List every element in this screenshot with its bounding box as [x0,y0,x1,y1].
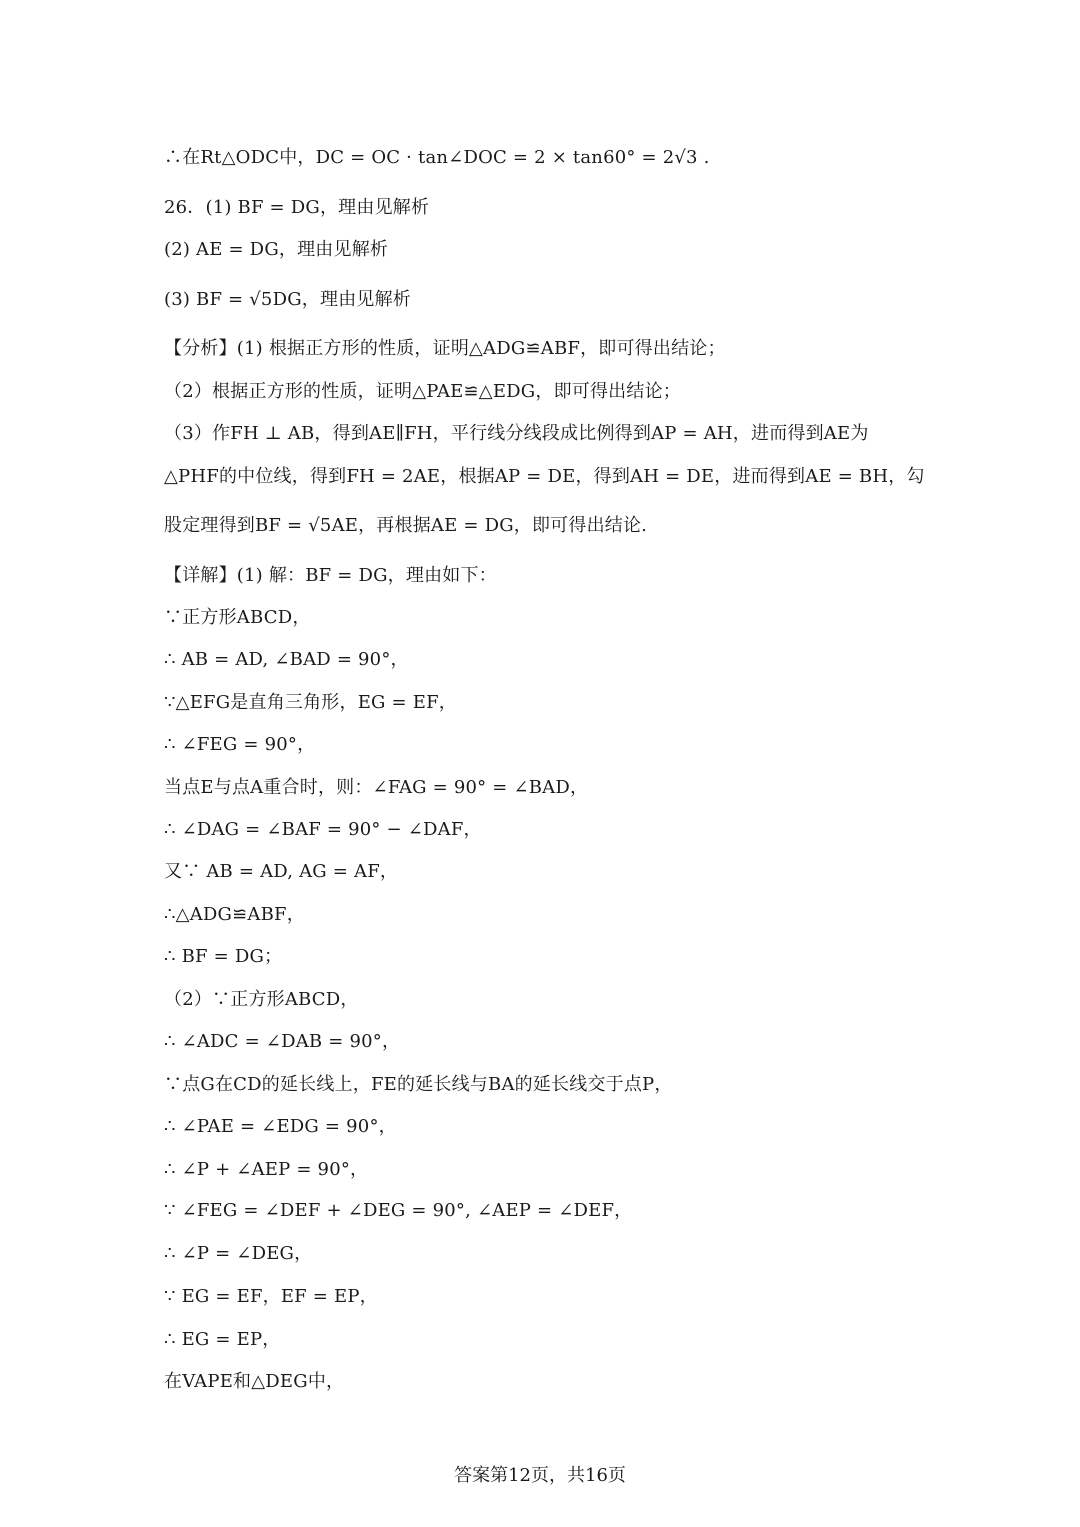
text-line: 当点E与点A重合时，则：∠FAG = 90° = ∠BAD， [164,777,589,798]
text-line: ∴ ∠PAE = ∠EDG = 90°， [164,1116,397,1137]
text-line: (2) AE = DG，理由见解析 [164,239,389,260]
text-line: ∵△EFG是直角三角形，EG = EF， [164,692,457,713]
analysis-heading: 【分析】(1) 根据正方形的性质，证明△ADG≌ABF，即可得出结论； [164,338,726,359]
text-line: ∴△ADG≌ABF， [164,904,305,925]
text-line: ∵点G在CD的延长线上，FE的延长线与BA的延长线交于点P， [164,1074,673,1095]
text-line: ∴ ∠P + ∠AEP = 90°， [164,1159,369,1180]
text-line: ∴ BF = DG； [164,946,283,967]
text-line: （3）作FH ⊥ AB，得到AE∥FH，平行线分线段成比例得到AP = AH，进而得到AE为 [164,423,869,444]
text-line: ∴ ∠FEG = 90°， [164,734,316,755]
text-line: △PHF的中位线，得到FH = 2AE，根据AP = DE，得到AH = DE，进而得到AE = BH，勾 [164,466,925,487]
text-line: ∴在Rt△ODC中，DC = OC · tan∠DOC = 2 × tan60° = 2√3 . [164,147,710,168]
text-line: ∵ ∠FEG = ∠DEF + ∠DEG = 90°, ∠AEP = ∠DEF， [164,1200,633,1221]
text-line: ∴ AB = AD, ∠BAD = 90°， [164,649,409,670]
text-line: (3) BF = √5DG，理由见解析 [164,289,411,310]
text-line: 股定理得到BF = √5AE，再根据AE = DG，即可得出结论. [164,515,648,536]
text-line: 在VAPE和△DEG中， [164,1371,345,1392]
text-line: ∴ EG = EP， [164,1329,281,1350]
answer-heading: 26．(1) BF = DG，理由见解析 [164,197,430,218]
text-line: ∴ ∠DAG = ∠BAF = 90° − ∠DAF， [164,819,482,840]
text-line: ∵正方形ABCD， [164,607,311,628]
page-footer: 答案第12页，共16页 [454,1465,626,1486]
detail-heading: 【详解】(1) 解：BF = DG，理由如下： [164,565,497,586]
text-line: 又∵ AB = AD, AG = AF， [164,861,399,882]
text-line: （2）根据正方形的性质，证明△PAE≌△EDG，即可得出结论； [164,381,681,402]
text-line: （2）∵正方形ABCD， [164,989,359,1010]
text-line: ∴ ∠ADC = ∠DAB = 90°， [164,1031,401,1052]
text-line: ∵ EG = EF，EF = EP， [164,1286,378,1307]
text-line: ∴ ∠P = ∠DEG， [164,1243,313,1264]
